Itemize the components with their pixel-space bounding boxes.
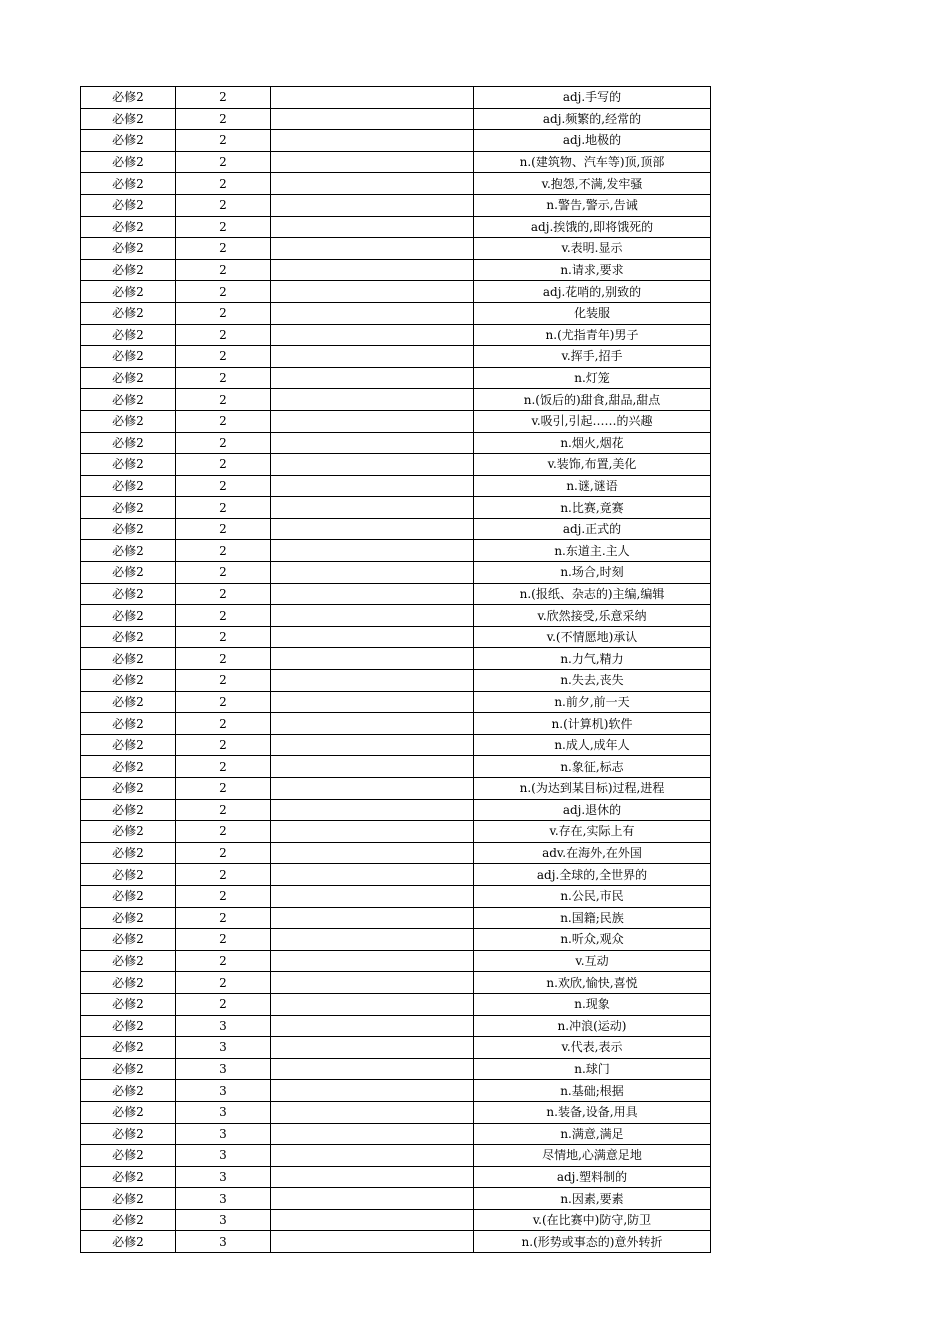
- word-cell[interactable]: [271, 1058, 474, 1080]
- word-cell[interactable]: [271, 907, 474, 929]
- meaning-cell[interactable]: n.听众,观众: [474, 929, 711, 951]
- unit-cell[interactable]: 2: [176, 756, 271, 778]
- module-cell[interactable]: 必修2: [81, 1037, 176, 1059]
- unit-cell[interactable]: 2: [176, 907, 271, 929]
- word-cell[interactable]: [271, 972, 474, 994]
- meaning-cell[interactable]: v.互动: [474, 950, 711, 972]
- word-cell[interactable]: [271, 367, 474, 389]
- word-cell[interactable]: [271, 454, 474, 476]
- word-cell[interactable]: [271, 1080, 474, 1102]
- table-row: [81, 324, 711, 346]
- meaning-cell[interactable]: adj.正式的: [474, 518, 711, 540]
- meaning-cell[interactable]: v.挥手,招手: [474, 346, 711, 368]
- module-cell[interactable]: 必修2: [81, 540, 176, 562]
- module-cell[interactable]: 必修2: [81, 993, 176, 1015]
- unit-cell[interactable]: 2: [176, 583, 271, 605]
- meaning-cell[interactable]: v.抱怨,不满,发牢骚: [474, 173, 711, 195]
- unit-cell[interactable]: 2: [176, 151, 271, 173]
- word-cell[interactable]: [271, 151, 474, 173]
- table-row: [81, 518, 711, 540]
- module-cell[interactable]: 必修2: [81, 605, 176, 627]
- module-cell[interactable]: 必修2: [81, 885, 176, 907]
- word-cell[interactable]: [271, 756, 474, 778]
- meaning-cell[interactable]: n.象征,标志: [474, 756, 711, 778]
- meaning-cell[interactable]: n.因素,要素: [474, 1188, 711, 1210]
- word-cell[interactable]: [271, 1145, 474, 1167]
- table-row: [81, 756, 711, 778]
- unit-cell[interactable]: 3: [176, 1037, 271, 1059]
- module-cell[interactable]: 必修2: [81, 562, 176, 584]
- meaning-cell[interactable]: n.烟火,烟花: [474, 432, 711, 454]
- module-cell[interactable]: 必修2: [81, 173, 176, 195]
- table-row: [81, 151, 711, 173]
- meaning-cell[interactable]: v.(在比赛中)防守,防卫: [474, 1209, 711, 1231]
- unit-cell[interactable]: 2: [176, 281, 271, 303]
- unit-cell[interactable]: 2: [176, 410, 271, 432]
- module-cell[interactable]: 必修2: [81, 1015, 176, 1037]
- word-cell[interactable]: [271, 929, 474, 951]
- meaning-cell[interactable]: n.灯笼: [474, 367, 711, 389]
- meaning-cell[interactable]: n.请求,要求: [474, 259, 711, 281]
- module-cell[interactable]: 必修2: [81, 1166, 176, 1188]
- meaning-cell[interactable]: adj.全球的,全世界的: [474, 864, 711, 886]
- module-cell[interactable]: 必修2: [81, 821, 176, 843]
- unit-cell[interactable]: 2: [176, 885, 271, 907]
- table-row: [81, 1231, 711, 1253]
- table-row: [81, 216, 711, 238]
- unit-cell[interactable]: 2: [176, 389, 271, 411]
- vocabulary-table: [80, 86, 711, 1253]
- module-cell[interactable]: 必修2: [81, 194, 176, 216]
- meaning-cell[interactable]: n.谜,谜语: [474, 475, 711, 497]
- meaning-cell[interactable]: n.(建筑物、汽车等)顶,顶部: [474, 151, 711, 173]
- module-cell[interactable]: 必修2: [81, 302, 176, 324]
- word-cell[interactable]: [271, 799, 474, 821]
- word-cell[interactable]: [271, 1015, 474, 1037]
- module-cell[interactable]: 必修2: [81, 626, 176, 648]
- unit-cell[interactable]: 3: [176, 1166, 271, 1188]
- word-cell[interactable]: [271, 194, 474, 216]
- table-row: [81, 367, 711, 389]
- table-row: [81, 108, 711, 130]
- module-cell[interactable]: 必修2: [81, 389, 176, 411]
- word-cell[interactable]: [271, 950, 474, 972]
- meaning-cell[interactable]: v.代表,表示: [474, 1037, 711, 1059]
- table-row: [81, 734, 711, 756]
- unit-cell[interactable]: 2: [176, 346, 271, 368]
- word-cell[interactable]: [271, 346, 474, 368]
- word-cell[interactable]: [271, 108, 474, 130]
- table-row: [81, 389, 711, 411]
- word-cell[interactable]: [271, 821, 474, 843]
- unit-cell[interactable]: 3: [176, 1058, 271, 1080]
- word-cell[interactable]: [271, 993, 474, 1015]
- table-row: [81, 950, 711, 972]
- meaning-cell[interactable]: n.(形势或事态的)意外转折: [474, 1231, 711, 1253]
- word-cell[interactable]: [271, 885, 474, 907]
- meaning-cell[interactable]: n.装备,设备,用具: [474, 1101, 711, 1123]
- word-cell[interactable]: [271, 778, 474, 800]
- unit-cell[interactable]: 3: [176, 1231, 271, 1253]
- table-row: [81, 670, 711, 692]
- table-row: [81, 1166, 711, 1188]
- table-row: [81, 475, 711, 497]
- word-cell[interactable]: [271, 259, 474, 281]
- table-row: [81, 864, 711, 886]
- module-cell[interactable]: 必修2: [81, 907, 176, 929]
- word-cell[interactable]: [271, 497, 474, 519]
- table-row: [81, 87, 711, 109]
- word-cell[interactable]: [271, 518, 474, 540]
- module-cell[interactable]: 必修2: [81, 1145, 176, 1167]
- meaning-cell[interactable]: n.国籍;民族: [474, 907, 711, 929]
- unit-cell[interactable]: 2: [176, 87, 271, 109]
- meaning-cell[interactable]: n.现象: [474, 993, 711, 1015]
- module-cell[interactable]: 必修2: [81, 929, 176, 951]
- table-row: [81, 626, 711, 648]
- meaning-cell[interactable]: n.欢欣,愉快,喜悦: [474, 972, 711, 994]
- word-cell[interactable]: [271, 648, 474, 670]
- meaning-cell[interactable]: adj.地极的: [474, 130, 711, 152]
- word-cell[interactable]: [271, 670, 474, 692]
- module-cell[interactable]: 必修2: [81, 972, 176, 994]
- module-cell[interactable]: 必修2: [81, 475, 176, 497]
- unit-cell[interactable]: 2: [176, 778, 271, 800]
- word-cell[interactable]: [271, 1101, 474, 1123]
- module-cell[interactable]: 必修2: [81, 842, 176, 864]
- unit-cell[interactable]: 2: [176, 259, 271, 281]
- table-row: [81, 238, 711, 260]
- word-cell[interactable]: [271, 432, 474, 454]
- table-row: [81, 1015, 711, 1037]
- word-cell[interactable]: [271, 216, 474, 238]
- word-cell[interactable]: [271, 410, 474, 432]
- module-cell[interactable]: 必修2: [81, 583, 176, 605]
- unit-cell[interactable]: 2: [176, 540, 271, 562]
- table-row: [81, 929, 711, 951]
- module-cell[interactable]: 必修2: [81, 1188, 176, 1210]
- word-cell[interactable]: [271, 324, 474, 346]
- module-cell[interactable]: 必修2: [81, 778, 176, 800]
- module-cell[interactable]: 必修2: [81, 713, 176, 735]
- module-cell[interactable]: 必修2: [81, 1058, 176, 1080]
- table-row: [81, 842, 711, 864]
- word-cell[interactable]: [271, 173, 474, 195]
- unit-cell[interactable]: 2: [176, 302, 271, 324]
- unit-cell[interactable]: 2: [176, 842, 271, 864]
- table-row: [81, 346, 711, 368]
- table-row: [81, 173, 711, 195]
- word-cell[interactable]: [271, 302, 474, 324]
- table-row: [81, 1058, 711, 1080]
- meaning-cell[interactable]: n.(饭后的)甜食,甜品,甜点: [474, 389, 711, 411]
- table-row: [81, 605, 711, 627]
- meaning-cell[interactable]: v.存在,实际上有: [474, 821, 711, 843]
- meaning-cell[interactable]: n.(为达到某目标)过程,进程: [474, 778, 711, 800]
- meaning-cell[interactable]: 化装服: [474, 302, 711, 324]
- meaning-cell[interactable]: n.公民,市民: [474, 885, 711, 907]
- module-cell[interactable]: 必修2: [81, 497, 176, 519]
- module-cell[interactable]: 必修2: [81, 1209, 176, 1231]
- word-cell[interactable]: [271, 389, 474, 411]
- word-cell[interactable]: [271, 238, 474, 260]
- meaning-cell[interactable]: n.力气,精力: [474, 648, 711, 670]
- word-cell[interactable]: [271, 1231, 474, 1253]
- unit-cell[interactable]: 2: [176, 929, 271, 951]
- table-row: [81, 432, 711, 454]
- word-cell[interactable]: [271, 605, 474, 627]
- unit-cell[interactable]: 2: [176, 454, 271, 476]
- module-cell[interactable]: 必修2: [81, 238, 176, 260]
- unit-cell[interactable]: 3: [176, 1101, 271, 1123]
- unit-cell[interactable]: 2: [176, 216, 271, 238]
- table-row: [81, 302, 711, 324]
- meaning-cell[interactable]: n.(计算机)软件: [474, 713, 711, 735]
- table-row: [81, 1037, 711, 1059]
- word-cell[interactable]: [271, 281, 474, 303]
- meaning-cell[interactable]: v.表明.显示: [474, 238, 711, 260]
- module-cell[interactable]: 必修2: [81, 734, 176, 756]
- unit-cell[interactable]: 3: [176, 1145, 271, 1167]
- unit-cell[interactable]: 3: [176, 1123, 271, 1145]
- unit-cell[interactable]: 2: [176, 734, 271, 756]
- word-cell[interactable]: [271, 87, 474, 109]
- word-cell[interactable]: [271, 734, 474, 756]
- word-cell[interactable]: [271, 842, 474, 864]
- unit-cell[interactable]: 2: [176, 130, 271, 152]
- meaning-cell[interactable]: 尽情地,心满意足地: [474, 1145, 711, 1167]
- module-cell[interactable]: 必修2: [81, 346, 176, 368]
- table-row: [81, 1123, 711, 1145]
- table-row: [81, 1188, 711, 1210]
- meaning-cell[interactable]: n.前夕,前一天: [474, 691, 711, 713]
- module-cell[interactable]: 必修2: [81, 130, 176, 152]
- module-cell[interactable]: 必修2: [81, 108, 176, 130]
- module-cell[interactable]: 必修2: [81, 1101, 176, 1123]
- unit-cell[interactable]: 2: [176, 648, 271, 670]
- table-row: [81, 993, 711, 1015]
- table-row: [81, 410, 711, 432]
- table-row: [81, 562, 711, 584]
- meaning-cell[interactable]: adj.花哨的,别致的: [474, 281, 711, 303]
- table-row: [81, 1101, 711, 1123]
- module-cell[interactable]: 必修2: [81, 281, 176, 303]
- meaning-cell[interactable]: v.吸引,引起……的兴趣: [474, 410, 711, 432]
- unit-cell[interactable]: 3: [176, 1209, 271, 1231]
- unit-cell[interactable]: 2: [176, 713, 271, 735]
- table-row: [81, 885, 711, 907]
- meaning-cell[interactable]: n.基础;根据: [474, 1080, 711, 1102]
- unit-cell[interactable]: 2: [176, 691, 271, 713]
- unit-cell[interactable]: 2: [176, 670, 271, 692]
- word-cell[interactable]: [271, 475, 474, 497]
- unit-cell[interactable]: 2: [176, 518, 271, 540]
- unit-cell[interactable]: 2: [176, 821, 271, 843]
- table-row: [81, 540, 711, 562]
- unit-cell[interactable]: 2: [176, 562, 271, 584]
- meaning-cell[interactable]: n.失去,丧失: [474, 670, 711, 692]
- meaning-cell[interactable]: n.(报纸、杂志的)主编,编辑: [474, 583, 711, 605]
- table-row: [81, 713, 711, 735]
- unit-cell[interactable]: 2: [176, 993, 271, 1015]
- module-cell[interactable]: 必修2: [81, 216, 176, 238]
- module-cell[interactable]: 必修2: [81, 1231, 176, 1253]
- module-cell[interactable]: 必修2: [81, 432, 176, 454]
- unit-cell[interactable]: 3: [176, 1080, 271, 1102]
- table-row: [81, 583, 711, 605]
- word-cell[interactable]: [271, 713, 474, 735]
- table-row: [81, 1209, 711, 1231]
- module-cell[interactable]: 必修2: [81, 864, 176, 886]
- unit-cell[interactable]: 2: [176, 324, 271, 346]
- meaning-cell[interactable]: n.成人,成年人: [474, 734, 711, 756]
- module-cell[interactable]: 必修2: [81, 410, 176, 432]
- unit-cell[interactable]: 2: [176, 497, 271, 519]
- word-cell[interactable]: [271, 1166, 474, 1188]
- table-row: [81, 130, 711, 152]
- meaning-cell[interactable]: n.冲浪(运动): [474, 1015, 711, 1037]
- unit-cell[interactable]: 2: [176, 972, 271, 994]
- module-cell[interactable]: 必修2: [81, 454, 176, 476]
- unit-cell[interactable]: 2: [176, 367, 271, 389]
- module-cell[interactable]: 必修2: [81, 324, 176, 346]
- table-row: [81, 821, 711, 843]
- word-cell[interactable]: [271, 540, 474, 562]
- word-cell[interactable]: [271, 626, 474, 648]
- module-cell[interactable]: 必修2: [81, 799, 176, 821]
- meaning-cell[interactable]: adj.退休的: [474, 799, 711, 821]
- unit-cell[interactable]: 2: [176, 475, 271, 497]
- table-row: [81, 259, 711, 281]
- word-cell[interactable]: [271, 130, 474, 152]
- table-row: [81, 799, 711, 821]
- module-cell[interactable]: 必修2: [81, 691, 176, 713]
- word-cell[interactable]: [271, 691, 474, 713]
- module-cell[interactable]: 必修2: [81, 87, 176, 109]
- unit-cell[interactable]: 2: [176, 108, 271, 130]
- table-row: [81, 281, 711, 303]
- table-row: [81, 648, 711, 670]
- unit-cell[interactable]: 2: [176, 432, 271, 454]
- module-cell[interactable]: 必修2: [81, 756, 176, 778]
- table-row: [81, 454, 711, 476]
- table-row: [81, 1080, 711, 1102]
- module-cell[interactable]: 必修2: [81, 670, 176, 692]
- unit-cell[interactable]: 2: [176, 864, 271, 886]
- meaning-cell[interactable]: v.装饰,布置,美化: [474, 454, 711, 476]
- meaning-cell[interactable]: n.警告,警示,告诫: [474, 194, 711, 216]
- meaning-cell[interactable]: adj.手写的: [474, 87, 711, 109]
- table-row: [81, 194, 711, 216]
- unit-cell[interactable]: 2: [176, 238, 271, 260]
- meaning-cell[interactable]: adv.在海外,在外国: [474, 842, 711, 864]
- word-cell[interactable]: [271, 562, 474, 584]
- meaning-cell[interactable]: n.场合,时刻: [474, 562, 711, 584]
- module-cell[interactable]: 必修2: [81, 367, 176, 389]
- module-cell[interactable]: 必修2: [81, 1080, 176, 1102]
- unit-cell[interactable]: 2: [176, 950, 271, 972]
- word-cell[interactable]: [271, 1188, 474, 1210]
- unit-cell[interactable]: 2: [176, 626, 271, 648]
- word-cell[interactable]: [271, 1209, 474, 1231]
- meaning-cell[interactable]: n.球门: [474, 1058, 711, 1080]
- meaning-cell[interactable]: v.(不情愿地)承认: [474, 626, 711, 648]
- table-row: [81, 497, 711, 519]
- module-cell[interactable]: 必修2: [81, 648, 176, 670]
- table-row: [81, 972, 711, 994]
- unit-cell[interactable]: 3: [176, 1015, 271, 1037]
- unit-cell[interactable]: 2: [176, 194, 271, 216]
- module-cell[interactable]: 必修2: [81, 151, 176, 173]
- table-row: [81, 907, 711, 929]
- meaning-cell[interactable]: adj.塑料制的: [474, 1166, 711, 1188]
- module-cell[interactable]: 必修2: [81, 518, 176, 540]
- meaning-cell[interactable]: n.东道主.主人: [474, 540, 711, 562]
- unit-cell[interactable]: 3: [176, 1188, 271, 1210]
- table-row: [81, 691, 711, 713]
- word-cell[interactable]: [271, 864, 474, 886]
- word-cell[interactable]: [271, 1123, 474, 1145]
- module-cell[interactable]: 必修2: [81, 950, 176, 972]
- table-row: [81, 1145, 711, 1167]
- table-row: [81, 778, 711, 800]
- meaning-cell[interactable]: adj.挨饿的,即将饿死的: [474, 216, 711, 238]
- module-cell[interactable]: 必修2: [81, 1123, 176, 1145]
- module-cell[interactable]: 必修2: [81, 259, 176, 281]
- meaning-cell[interactable]: n.(尤指青年)男子: [474, 324, 711, 346]
- meaning-cell[interactable]: n.比赛,竟赛: [474, 497, 711, 519]
- word-cell[interactable]: [271, 1037, 474, 1059]
- unit-cell[interactable]: 2: [176, 799, 271, 821]
- meaning-cell[interactable]: v.欣然接受,乐意采纳: [474, 605, 711, 627]
- word-cell[interactable]: [271, 583, 474, 605]
- meaning-cell[interactable]: n.满意,满足: [474, 1123, 711, 1145]
- unit-cell[interactable]: 2: [176, 173, 271, 195]
- unit-cell[interactable]: 2: [176, 605, 271, 627]
- table-body: [81, 87, 711, 1253]
- meaning-cell[interactable]: adj.频繁的,经常的: [474, 108, 711, 130]
